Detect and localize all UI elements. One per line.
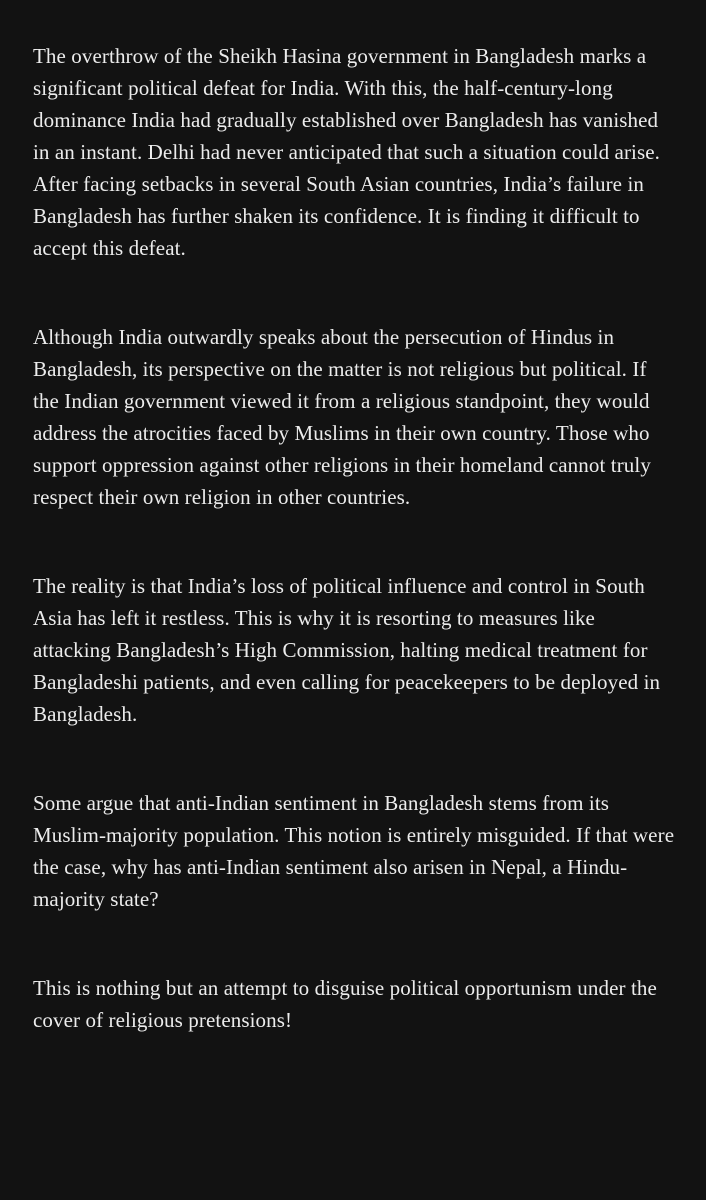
article-paragraph-4: Some argue that anti-Indian sentiment in Bangladesh stems from its Muslim-majority population. This notion is entirely misguided. If that were the case, why has anti-Indian sentiment also arisen in Nepal, a Hindu-majority state? bbox=[33, 791, 675, 911]
article-paragraph-3: The reality is that India’s loss of political influence and control in South Asia has left it restless. This is why it is resorting to measures like attacking Bangladesh’s High Commission, halting medical treatment for Bangladeshi patients, and even calling for peacekeepers to be deployed in Bangladesh. bbox=[33, 574, 661, 726]
article-paragraph-2: Although India outwardly speaks about the persecution of Hindus in Bangladesh, its perspective on the matter is not religious but political. If the Indian government viewed it from a religious standpoint, they would address the atrocities faced by Muslims in their own country. Those who support oppression against other religions in their homeland cannot truly respect their own religion in other countries. bbox=[33, 325, 651, 509]
article-paragraph-1: The overthrow of the Sheikh Hasina government in Bangladesh marks a significant political defeat for India. With this, the half-century-long dominance India had gradually established over Bangladesh has vanished in an instant. Delhi had never anticipated that such a situation could arise. After facing setbacks in several South Asian countries, India’s failure in Bangladesh has further shaken its confidence. It is finding it difficult to accept this defeat. bbox=[33, 44, 661, 260]
article-paragraph-5: This is nothing but an attempt to disguise political opportunism under the cover of religious pretensions! bbox=[33, 976, 657, 1032]
